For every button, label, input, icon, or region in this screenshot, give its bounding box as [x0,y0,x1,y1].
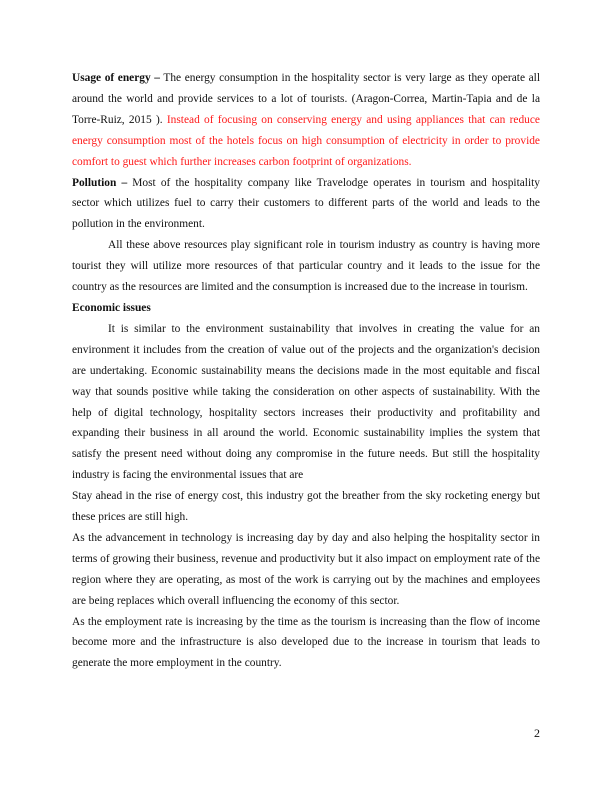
page-number: 2 [534,726,540,740]
document-body [72,68,540,674]
energy-highlight-text: Instead of focusing on conserving energy and using appliances that can reduce energy consumption most of the hotels focus on high consumption of electricity in order to provide comfort to guest which further increases carbon footprint of organizations. [72,113,540,168]
pollution-paragraph [72,173,540,236]
employment-paragraph: As the employment rate is increasing by the time as the tourism is increasing than the flow of income become more and the infrastructure is also developed due to the increase in tourism that leads to generate the more employment in the country. [72,615,540,670]
pollution-text: Most of the hospitality company like Travelodge operates in tourism and hospitality sector which utilizes fuel to carry their customers to different parts of the world and leads to the pollution in the environment. [72,176,540,231]
usage-of-energy-text: The energy consumption in the hospitality sector is very large as they operate all around the world and provide services to a lot of tourists. (Aragon-Correa, Martin-Tapia and de la Torre-Ruiz, 2015 ). [72,72,540,126]
resources-paragraph: All these above resources play significant role in tourism industry as country is having more tourist they will utilize more resources of that particular country and it leads to the issue for the country as the resources are limited and the consumption is increased due to the increase in tourism. [72,239,540,294]
economic-issues-paragraph: It is similar to the environment sustainability that involves in creating the value for an environment it includes from the creation of value out of the projects and the organization's decision are undertaking. Economic sustainability means the decisions made in the most equitable and fiscal way that sounds positive while taking the consideration on other aspects of sustainability. With the help of digital technology, hospitality sectors increases their productivity and profitability and expanding their business in all around the world. Economic sustainability implies the system that satisfy the present need without doing any compromise in the future needs. But still the hospitality industry is facing the environmental issues that are [72,322,540,482]
energy-cost-paragraph: Stay ahead in the rise of energy cost, this industry got the breather from the sky rocketing energy but these prices are still high. [72,490,540,524]
usage-of-energy-paragraph [72,68,540,173]
technology-paragraph: As the advancement in technology is increasing day by day and also helping the hospitality sector in terms of growing their business, revenue and productivity but it also impact on employment rate of the region where they are operating, as most of the work is carrying out by the machines and employees are being replaces which overall influencing the economy of this sector. [72,531,540,607]
usage-of-energy-heading: Usage of energy – [72,72,160,84]
economic-issues-heading: Economic issues [72,301,151,314]
pollution-heading: Pollution – [72,176,128,189]
